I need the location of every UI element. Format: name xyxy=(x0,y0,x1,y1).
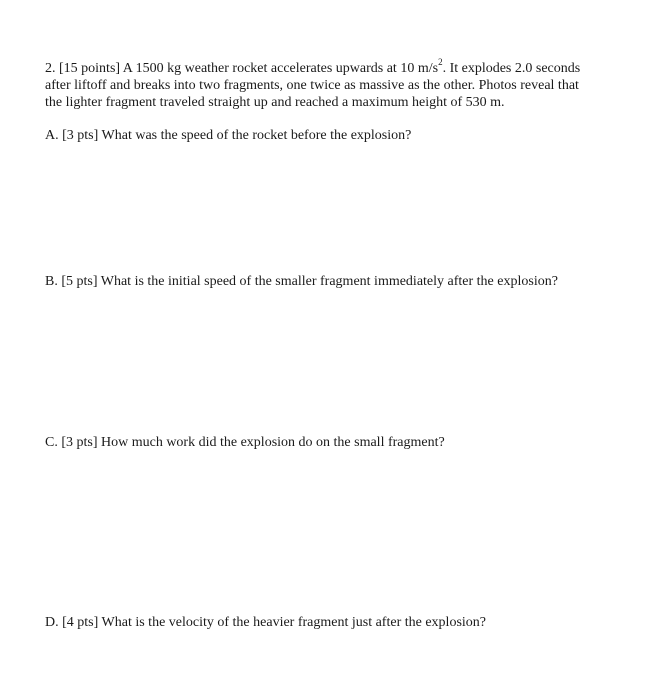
part-b-prompt: B. [5 pts] What is the initial speed of the smaller fragment immediately after the explosion? xyxy=(45,274,558,289)
question-line-1-text: 2. [15 points] A 1500 kg weather rocket accelerates upwards at 10 m/s xyxy=(45,61,439,76)
question-statement xyxy=(45,57,605,111)
question-line-2: after liftoff and breaks into two fragments, one twice as massive as the other. Photos reveal that xyxy=(45,78,579,93)
question-line-1 xyxy=(45,57,605,77)
part-c-prompt: C. [3 pts] How much work did the explosion do on the small fragment? xyxy=(45,435,445,450)
part-d-prompt: D. [4 pts] What is the velocity of the heavier fragment just after the explosion? xyxy=(45,615,486,630)
question-line-1-tail: . It explodes 2.0 seconds xyxy=(442,61,581,76)
part-a-prompt: A. [3 pts] What was the speed of the rocket before the explosion? xyxy=(45,128,412,143)
question-line-3: the lighter fragment traveled straight up and reached a maximum height of 530 m. xyxy=(45,95,505,110)
squared-exponent: 2 xyxy=(438,57,443,68)
